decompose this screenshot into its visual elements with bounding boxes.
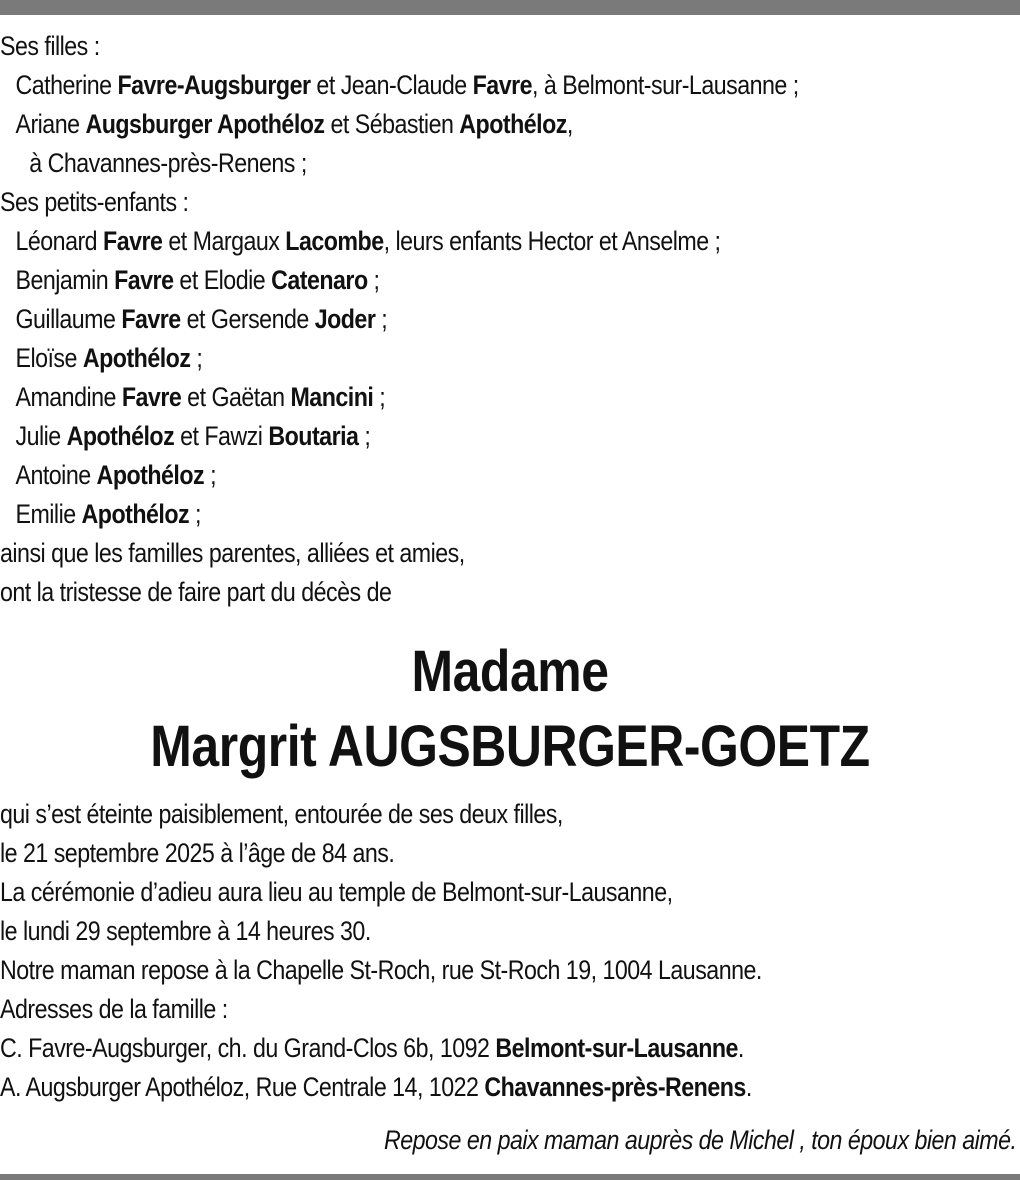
line-tail: , leurs enfants Hector et Anselme ; <box>383 226 721 256</box>
connector-text: et Elodie <box>173 265 272 295</box>
first-name: Léonard <box>15 226 104 256</box>
top-rule <box>0 0 1020 15</box>
surname: Favre <box>472 70 533 100</box>
address-text: C. Favre-Augsburger, ch. du Grand-Clos 6b, 1092 <box>0 1033 496 1063</box>
line-tail: ; <box>204 460 217 490</box>
surname: Lacombe <box>285 226 384 256</box>
connector-text: et Gersende <box>180 304 315 334</box>
detail-line: Notre maman repose à la Chapelle St-Roch, rue St-Roch 19, 1004 Lausanne. <box>0 955 762 985</box>
grandchild-line <box>0 495 877 534</box>
line-tail: ; <box>375 304 388 334</box>
grandchildren-heading: Ses petits-enfants : <box>0 187 189 217</box>
first-name: Antoine <box>15 460 97 490</box>
daughter-line-continuation: à Chavannes-près-Renens ; <box>29 148 307 178</box>
surname: Boutaria <box>268 421 359 451</box>
detail-line: le lundi 29 septembre à 14 heures 30. <box>0 916 371 946</box>
surname: Joder <box>314 304 376 334</box>
surname: Augsburger Apothéloz <box>85 109 325 139</box>
address-line <box>0 1068 877 1107</box>
grandchild-line <box>0 339 877 378</box>
address-text: A. Augsburger Apothéloz, Rue Centrale 14, 1022 <box>0 1072 485 1102</box>
surname: Favre <box>103 226 163 256</box>
grandchild-line <box>0 222 877 261</box>
grandchild-line <box>0 417 877 456</box>
daughter-line <box>0 105 877 144</box>
surname: Favre <box>121 304 181 334</box>
surname: Apothéloz <box>66 421 175 451</box>
closing-message: Repose en paix maman auprès de Michel , ton époux bien aimé. <box>383 1125 1016 1155</box>
daughter-line <box>0 66 877 105</box>
deceased-title: Madame <box>411 639 609 704</box>
first-name: Benjamin <box>15 265 115 295</box>
first-name: Eloïse <box>15 343 83 373</box>
surname: Apothéloz <box>81 499 190 529</box>
deceased-name: Margrit AUGSBURGER-GOETZ <box>150 714 870 779</box>
grandchild-line <box>0 456 877 495</box>
detail-line: La cérémonie d’adieu aura lieu au temple de Belmont-sur-Lausanne, <box>0 877 673 907</box>
surname: Mancini <box>290 382 374 412</box>
first-name: Catherine <box>15 70 118 100</box>
bottom-rule <box>0 1174 1020 1180</box>
connector-text: et Sébastien <box>324 109 460 139</box>
address-end: . <box>745 1072 752 1102</box>
obituary-body <box>0 27 1020 1107</box>
daughters-heading: Ses filles : <box>0 31 100 61</box>
detail-line: le 21 septembre 2025 à l’âge de 84 ans. <box>0 838 395 868</box>
detail-line: qui s’est éteinte paisiblement, entourée de ses deux filles, <box>0 799 563 829</box>
connector-text: et Margaux <box>162 226 286 256</box>
line-tail: , à Belmont-sur-Lausanne ; <box>532 70 799 100</box>
line-tail: ; <box>373 382 386 412</box>
line-tail: ; <box>190 343 203 373</box>
addresses-heading: Adresses de la famille : <box>0 994 228 1024</box>
first-name: Amandine <box>15 382 122 412</box>
surname: Favre-Augsburger <box>117 70 311 100</box>
families-line: ainsi que les familles parentes, alliées et amies, <box>0 538 465 568</box>
connector-text: et Gaëtan <box>181 382 291 412</box>
surname: Favre <box>121 382 182 412</box>
surname: Catenaro <box>271 265 368 295</box>
line-tail: , <box>566 109 573 139</box>
surname: Favre <box>114 265 174 295</box>
line-tail: ; <box>358 421 371 451</box>
connector-text: et Fawzi <box>174 421 269 451</box>
grandchild-line <box>0 261 877 300</box>
line-tail: ; <box>367 265 380 295</box>
address-town: Belmont-sur-Lausanne <box>495 1033 738 1063</box>
first-name: Ariane <box>15 109 86 139</box>
surname: Apothéloz <box>96 460 205 490</box>
connector-text: et Jean-Claude <box>310 70 473 100</box>
surname: Apothéloz <box>459 109 567 139</box>
surname: Apothéloz <box>82 343 191 373</box>
line-tail: ; <box>189 499 201 529</box>
first-name: Guillaume <box>15 304 122 334</box>
grandchild-line <box>0 378 877 417</box>
first-name: Emilie <box>15 499 82 529</box>
address-line <box>0 1029 877 1068</box>
address-town: Chavannes-près-Renens <box>484 1072 746 1102</box>
announce-line: ont la tristesse de faire part du décès de <box>0 577 392 607</box>
grandchild-line <box>0 300 877 339</box>
first-name: Julie <box>15 421 67 451</box>
address-end: . <box>737 1033 744 1063</box>
